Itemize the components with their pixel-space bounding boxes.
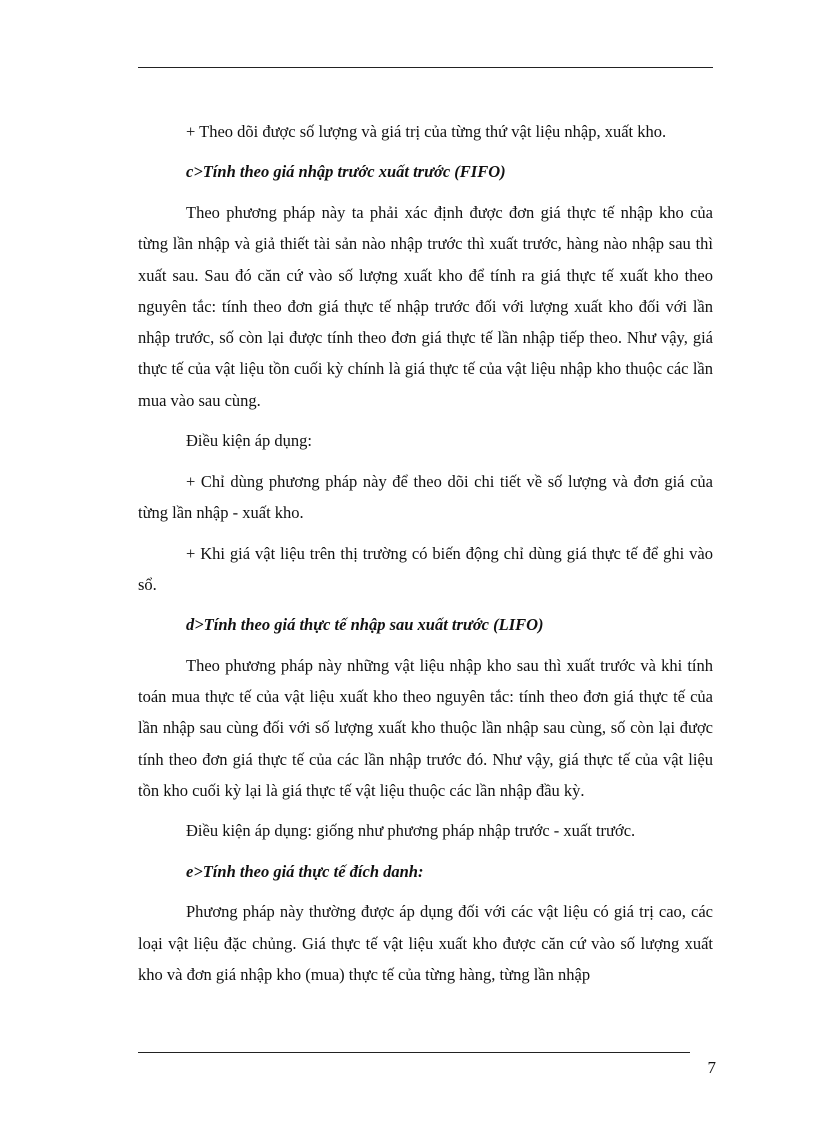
paragraph-fifo-method: Theo phương pháp này ta phải xác định được đơn giá thực tế nhập kho của từng lần nhập và giả thiết tài sản nào nhập trước thì xuất trước, hàng nào nhập sau thì xuất sau. Sau đó căn cứ vào số lượng xuất kho để tính ra giá thực tế xuất kho theo nguyên tắc: tính theo đơn giá thực tế nhập trước đối với lượng xuất kho đối với lần nhập trước, số còn lại được tính theo đơn giá thực tế lần nhập tiếp theo. Như vậy, giá thực tế của vật liệu tồn cuối kỳ chính là giá thực tế của vật liệu nhập kho thuộc các lần mua vào sau cùng. [138, 202, 713, 410]
heading-specific-identification: e>Tính theo giá thực tế đích danh: [186, 861, 424, 881]
paragraph-lifo-conditions: Điều kiện áp dụng: giống như phương pháp nhập trước - xuất trước. [186, 821, 636, 841]
paragraph-lifo-method: Theo phương pháp này những vật liệu nhập kho sau thì xuất trước và khi tính toán mua thực tế của vật liệu xuất kho theo nguyên tắc: tính theo đơn giá thực tế của lần nhập sau cùng đối với số lượng xuất kho thuộc lần nhập sau cùng, số còn lại được tính theo đơn giá thực tế của các lần nhập trước đó. Như vậy, giá thực tế của vật liệu tồn kho cuối kỳ lại là giá thực tế vật liệu thuộc các lần nhập đầu kỳ. [138, 655, 713, 800]
footer-rule [138, 1052, 690, 1053]
paragraph-track-quantity: + Theo dõi được số lượng và giá trị của từng thứ vật liệu nhập, xuất kho. [186, 122, 667, 141]
heading-lifo: d>Tính theo giá thực tế nhập sau xuất trước (LIFO) [186, 615, 544, 635]
header-rule [138, 67, 713, 68]
paragraph-condition-price: + Khi giá vật liệu trên thị trường có biến động chỉ dùng giá thực tế để ghi vào sổ. [138, 543, 713, 594]
paragraph-condition-detail: + Chỉ dùng phương pháp này để theo dõi chi tiết về số lượng và đơn giá của từng lần nhập - xuất kho. [138, 471, 713, 523]
page-number: 7 [707, 1058, 716, 1077]
paragraph-specific-identification: Phương pháp này thường được áp dụng đối với các vật liệu có giá trị cao, các loại vật liệu đặc chủng. Giá thực tế vật liệu xuất kho được căn cứ vào số lượng xuất kho và đơn giá nhập kho (mua) thực tế của từng hàng, từng lần nhập [138, 902, 713, 984]
paragraph-conditions-label: Điều kiện áp dụng: [186, 431, 313, 451]
page-body [138, 116, 713, 999]
heading-fifo: c>Tính theo giá nhập trước xuất trước (FIFO) [186, 162, 506, 182]
